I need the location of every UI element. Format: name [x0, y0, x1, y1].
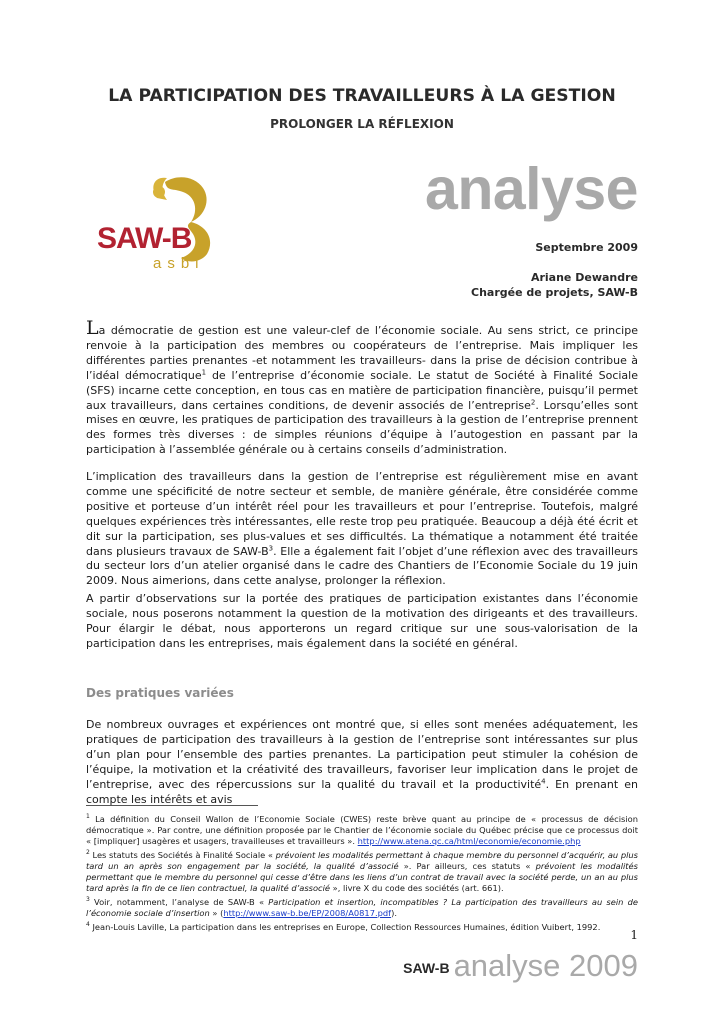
- analyse-heading: analyse: [425, 156, 638, 222]
- footnote-text: Voir, notamment, l’analyse de SAW-B «: [89, 896, 269, 907]
- logo-sub-text: asbl: [153, 255, 205, 272]
- paragraph-text: . Elle a également fait l’objet d’une réflexion avec des travailleurs du secteur lors d’un atelier organisé dans le cadre des Chantiers de l’Economie Sociale du 19 juin 2009. Nous aimerions, dans cette analyse, prolonger la réflexion.: [86, 544, 638, 588]
- footnote-quote: Participation et insertion, incompatibles ? La participation des travailleurs au sein de l’économie sociale d’insertion: [86, 896, 638, 919]
- paragraph-implication: [86, 470, 638, 589]
- footnote-text: ).: [391, 908, 397, 919]
- author-name: Ariane Dewandre: [530, 271, 638, 284]
- document-title: LA PARTICIPATION DES TRAVAILLEURS À LA GESTION: [108, 86, 616, 106]
- footnote-link[interactable]: http://www.atena.qc.ca/html/economie/economie.php: [357, 835, 581, 846]
- section-heading: Des pratiques variées: [86, 686, 234, 700]
- paragraph-text: . En prenant en compte les intérêts et avis: [86, 777, 638, 806]
- footnote-ref: 4: [541, 776, 546, 785]
- footnote-number: 2: [86, 849, 90, 857]
- footnote-quote: prévoient les modalités permettant que le membre du personnel qui cesse d’être dans les liens d’un contrat de travail avec la société perde, un an au plus tard après la fin de ce lien contractuel, la qualité d’associé: [86, 860, 638, 894]
- footnote-text: La définition du Conseil Wallon de l’Economie Sociale (CWES) reste brève quant au principe de « processus de décision démocratique ». Par contre, une définition proposée par le Chantier de l’économie sociale du Québec précise que ce processus doit « [impliquer] usagères et usagers, travailleuses et travailleurs ».: [86, 813, 638, 846]
- footnote-link[interactable]: http://www.saw-b.be/EP/2008/A0817.pdf: [223, 908, 392, 919]
- author-role: Chargée de projets, SAW-B: [471, 286, 638, 299]
- footer-brand: [403, 950, 638, 981]
- footnote-number: 3: [86, 896, 90, 904]
- footnote-text: » (: [209, 908, 224, 919]
- saw-b-logo: [95, 170, 230, 275]
- footnote-number: 1: [86, 813, 90, 820]
- footnote-1: [86, 811, 638, 847]
- footer-label: analyse 2009: [453, 948, 638, 983]
- publication-date: Septembre 2009: [535, 241, 638, 254]
- footnote-divider: [86, 805, 258, 806]
- page-number: 1: [630, 928, 638, 942]
- drop-cap: L: [86, 317, 99, 339]
- paragraph-text: a démocratie de gestion est une valeur-clef de l’économie sociale. Au sens strict, ce principe renvoie à la participation des membres ou coopérateurs de l’entreprise. Mais impliquer les différentes parties prenantes -et notamment les travailleurs- dans la prise de décision contribue à l’idéal démocratique: [86, 324, 638, 382]
- footnote-2: [86, 847, 638, 894]
- footnote-text: », livre X du code des sociétés (art. 661).: [330, 883, 504, 894]
- footnote-3: [86, 894, 638, 919]
- footnote-text: ». Par ailleurs, ces statuts «: [398, 860, 536, 871]
- footnotes: [86, 811, 638, 933]
- paragraph-text: De nombreux ouvrages et expériences ont montré que, si elles sont menées adéquatement, les pratiques de participation des travailleurs à la gestion de l’entreprise sont intéressantes sur plus d’un plan pour l’ensemble des parties prenantes. La participation peut stimuler la cohésion de l’équipe, la motivation et la créativité des travailleurs, favoriser leur implication dans le projet de l’entreprise, avec des répercussions sur la qualité du travail et la productivité: [86, 718, 638, 791]
- paragraph-pratiques: [86, 718, 638, 807]
- footnote-ref: 3: [268, 543, 274, 552]
- footnote-text: Jean-Louis Laville, La participation dans les entreprises en Europe, Collection Ressources Humaines, édition Vuibert, 1992.: [89, 921, 601, 932]
- document-subtitle: PROLONGER LA RÉFLEXION: [270, 117, 454, 131]
- footer-org: SAW-B: [403, 960, 450, 976]
- logo-main-text: SAW-B: [97, 222, 192, 255]
- footnote-ref: 1: [201, 368, 207, 377]
- paragraph-text: de l’entreprise d’économie sociale. Le statut de Société à Finalité Sociale (SFS) incarne cette conception, en tous cas en matière de participation financière, puisqu’il permet aux travailleurs, dans certaines conditions, de devenir associés de l’entreprise: [86, 368, 639, 412]
- footnote-4: [86, 919, 638, 933]
- paragraph-text: . Lorsqu’elles sont mises en œuvre, les pratiques de participation des travailleurs à la gestion de l’entreprise prennent des formes très diverses : de simples réunions d’équipe à l’autogestion en passant par la participation à l’assemblée générale ou à certains conseils d’administration.: [86, 398, 638, 457]
- paragraph-observations: A partir d’observations sur la portée des pratiques de participation existantes dans l’économie sociale, nous poserons notamment la question de la motivation des dirigeants et des travailleurs. Pour élargir le débat, nous apporterons un regard critique sur une sous-valorisation de la participation dans les entreprises, mais également dans la société en général.: [86, 592, 638, 650]
- paragraph-intro: [86, 317, 639, 458]
- author-block: [471, 270, 638, 300]
- footnote-text: Les statuts des Sociétés à Finalité Sociale «: [89, 849, 276, 860]
- footnote-number: 4: [86, 921, 90, 929]
- footnote-ref: 2: [530, 397, 536, 406]
- footnote-quote: prévoient les modalités permettant à chaque membre du personnel d’acquérir, au plus tard un an après son engagement par la société, la qualité d’associé: [86, 849, 638, 871]
- paragraph-text: L’implication des travailleurs dans la gestion de l’entreprise est régulièrement mise en avant comme une spécificité de notre secteur et semble, de manière générale, être considérée comme positive et porteuse d’un intérêt réel pour les travailleurs et pour l’entreprise. Toutefois, malgré quelques expériences très intéressantes, elle reste trop peu pratiquée. Beaucoup a déjà été écrit et dit sur la participation, ses plus-values et ses difficultés. La thématique a notamment été traitée dans plusieurs travaux de SAW-B: [86, 470, 638, 558]
